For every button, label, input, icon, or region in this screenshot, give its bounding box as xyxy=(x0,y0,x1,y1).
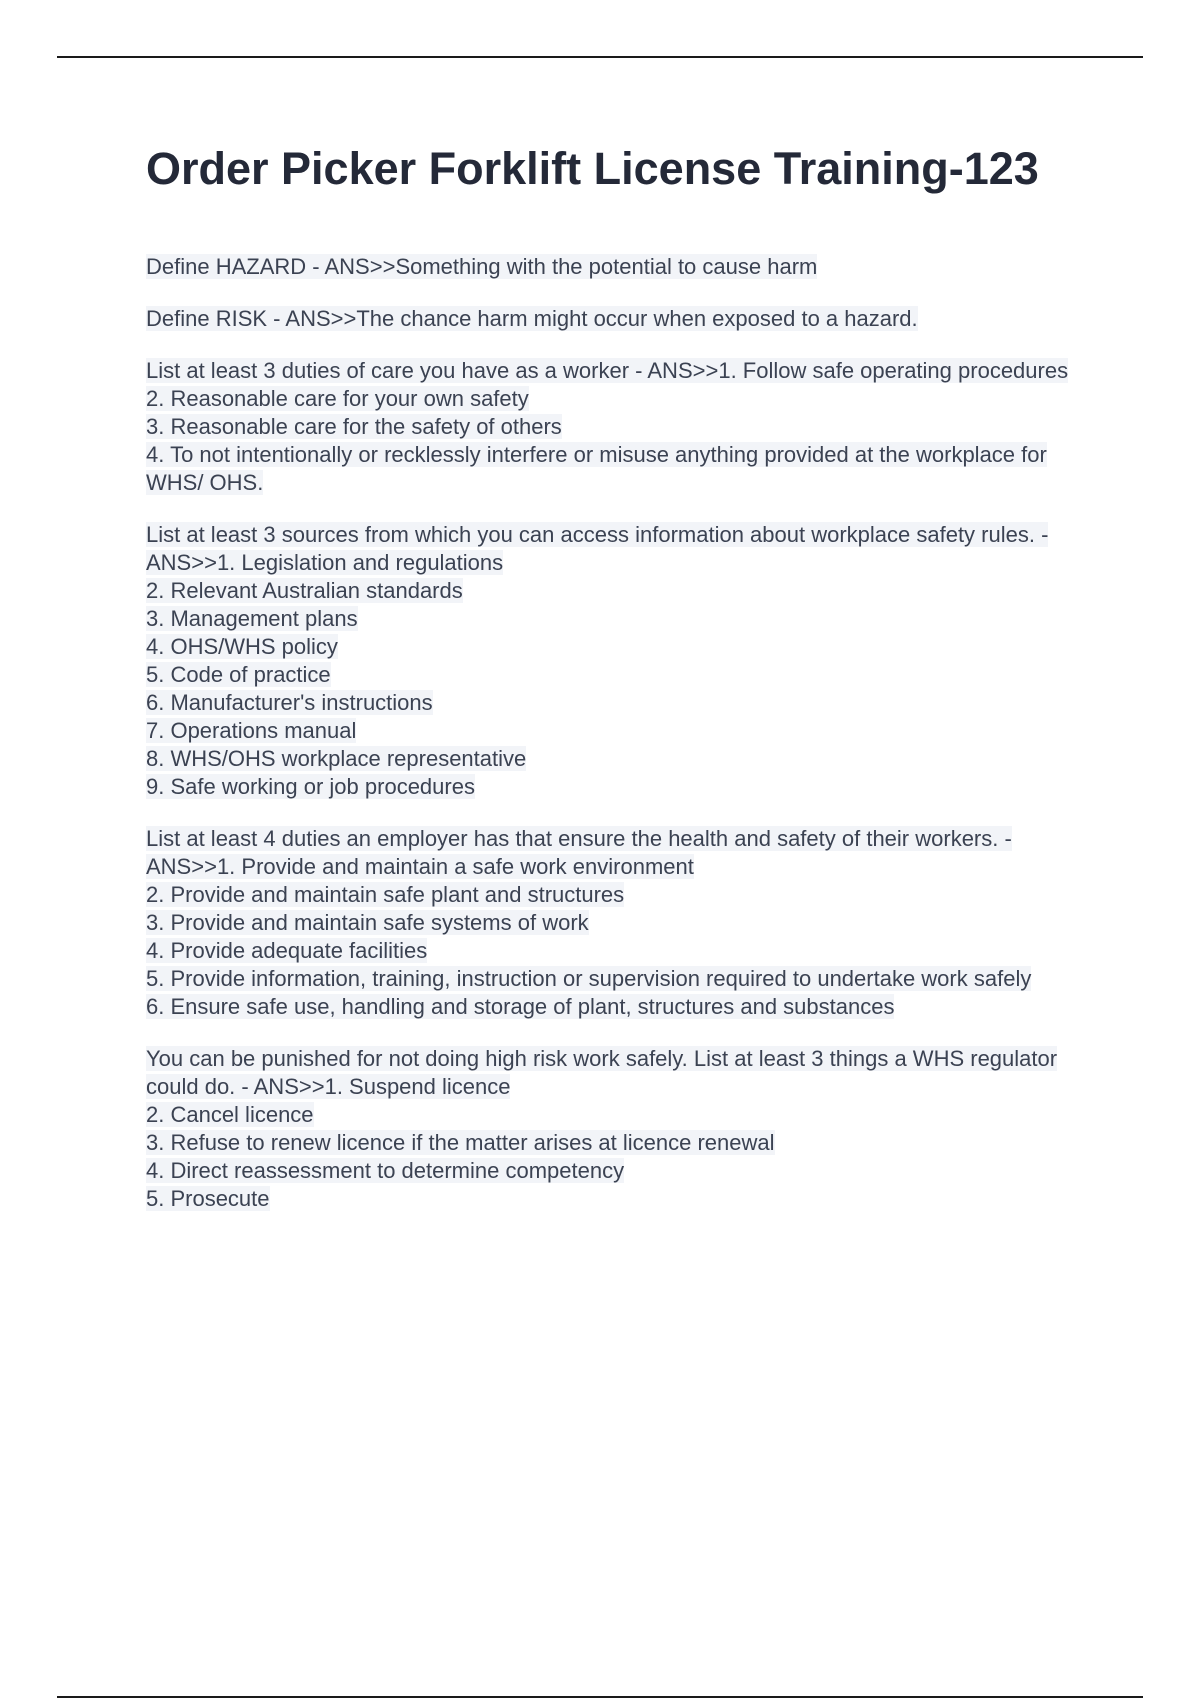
qa-question-line xyxy=(146,306,918,331)
qa-separator: - ANS>> xyxy=(629,358,719,383)
qa-question: List at least 4 duties an employer has that ensure the health and safety of their workers. xyxy=(146,826,999,851)
qa-question-line xyxy=(146,254,817,279)
answer-item: 6. Ensure safe use, handling and storage of plant, structures and substances xyxy=(146,994,895,1019)
qa-separator: - ANS>> xyxy=(235,1074,325,1099)
qa-answer: 1. Legislation and regulations xyxy=(216,550,504,575)
answer-item: 2. Reasonable care for your own safety xyxy=(146,386,529,411)
qa-item xyxy=(146,357,1096,497)
qa-question: List at least 3 sources from which you can access information about workplace safety rules. xyxy=(146,522,1035,547)
qa-item xyxy=(146,1045,1096,1213)
answer-item: 2. Provide and maintain safe plant and structures xyxy=(146,882,625,907)
document-body xyxy=(146,140,1096,1237)
qa-question: Define RISK xyxy=(146,306,268,331)
qa-separator: - ANS>> xyxy=(267,306,357,331)
qa-separator: - ANS>> xyxy=(146,826,1012,879)
qa-separator: - ANS>> xyxy=(306,254,396,279)
answer-item: 4. OHS/WHS policy xyxy=(146,634,338,659)
bottom-rule xyxy=(57,1696,1143,1698)
qa-question-line xyxy=(146,522,1048,575)
qa-question: You can be punished for not doing high risk work safely. List at least 3 things a WHS regulator could do. xyxy=(146,1046,1058,1099)
qa-answer: Something with the potential to cause harm xyxy=(395,254,818,279)
qa-item xyxy=(146,253,1096,281)
qa-question-line xyxy=(146,358,1068,383)
qa-question: List at least 3 duties of care you have as a worker xyxy=(146,358,630,383)
answer-item: 7. Operations manual xyxy=(146,718,357,743)
answer-item: 3. Provide and maintain safe systems of work xyxy=(146,910,589,935)
answer-item: 2. Relevant Australian standards xyxy=(146,578,463,603)
qa-answer: 1. Provide and maintain a safe work environment xyxy=(216,854,694,879)
answer-item: 4. To not intentionally or recklessly interfere or misuse anything provided at the workplace for WHS/ OHS. xyxy=(146,442,1047,495)
answer-item: 9. Safe working or job procedures xyxy=(146,774,475,799)
answer-item: 5. Provide information, training, instruction or supervision required to undertake work safely xyxy=(146,966,1032,991)
top-rule xyxy=(57,56,1143,58)
answer-item: 8. WHS/OHS workplace representative xyxy=(146,746,527,771)
qa-item xyxy=(146,305,1096,333)
answer-item: 4. Direct reassessment to determine competency xyxy=(146,1158,625,1183)
document-title: Order Picker Forklift License Training-123 xyxy=(146,143,1039,194)
qa-answer: 1. Follow safe operating procedures xyxy=(718,358,1069,383)
answer-item: 2. Cancel licence xyxy=(146,1102,314,1127)
answer-item: 5. Prosecute xyxy=(146,1186,270,1211)
qa-separator: - ANS>> xyxy=(146,522,1049,575)
qa-item xyxy=(146,521,1096,801)
qa-question-line xyxy=(146,826,1012,879)
qa-question: Define HAZARD xyxy=(146,254,307,279)
answer-item: 6. Manufacturer's instructions xyxy=(146,690,433,715)
answer-item: 4. Provide adequate facilities xyxy=(146,938,428,963)
qa-answer: The chance harm might occur when exposed to a hazard. xyxy=(356,306,918,331)
answer-item: 5. Code of practice xyxy=(146,662,331,687)
qa-question-line xyxy=(146,1046,1057,1099)
qa-answer: 1. Suspend licence xyxy=(324,1074,511,1099)
answer-item: 3. Management plans xyxy=(146,606,358,631)
answer-item: 3. Refuse to renew licence if the matter arises at licence renewal xyxy=(146,1130,775,1155)
answer-item: 3. Reasonable care for the safety of others xyxy=(146,414,562,439)
qa-item xyxy=(146,825,1096,1021)
